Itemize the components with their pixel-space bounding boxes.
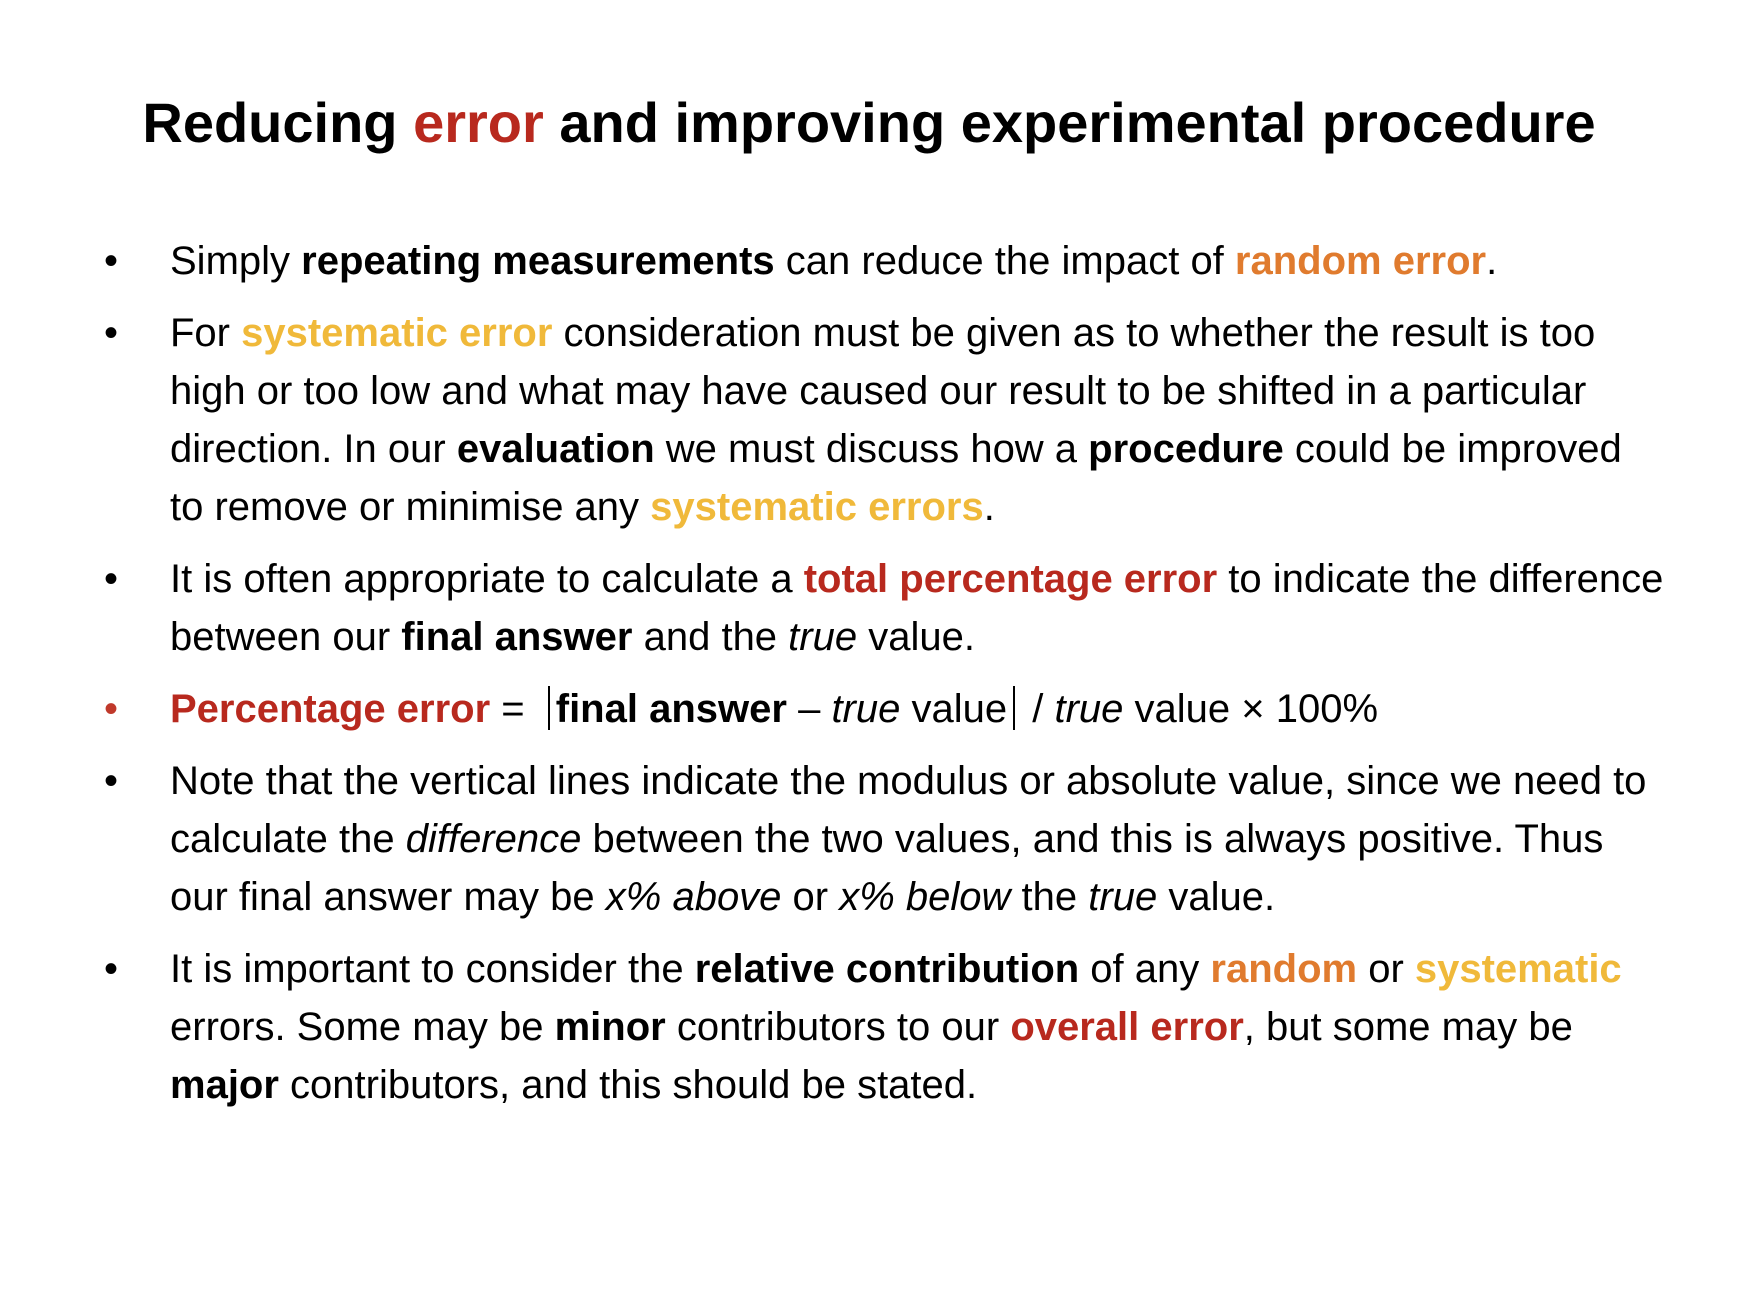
highlight-total-percentage-error: total percentage error [803,557,1218,601]
formula-true: true [1054,687,1124,731]
bullet-text: . [983,485,995,529]
absolute-value-bar-icon [548,686,550,730]
bullet-text: of any [1079,947,1211,991]
bold-term: minor [554,1005,666,1049]
bullet-text: It is important to consider the [170,947,695,991]
bullet-dot-icon: • [104,759,119,803]
formula-true: true [831,687,901,731]
bullet-text: or [781,875,840,919]
italic-term: difference [405,817,582,861]
bullet-text: errors. Some may be [170,1005,555,1049]
bullet-repeating-measurements [104,232,1664,290]
bullet-percentage-error-formula [104,680,1664,738]
formula-equals: = [490,687,536,731]
bullet-dot-icon: • [104,947,119,991]
bullet-modulus-note [104,752,1664,926]
bullet-text: contributors to our [665,1005,1011,1049]
bullet-dot-icon: • [104,239,119,283]
bullet-text: Simply [170,239,302,283]
bullet-text: or [1357,947,1415,991]
bullet-text: For [170,311,242,355]
highlight-systematic-error: systematic error [241,311,553,355]
bullet-text: the [1010,875,1089,919]
formula-value-times-100: value × 100% [1123,687,1379,731]
highlight-systematic-errors: systematic errors [650,485,984,529]
bullet-text: value. [1157,875,1276,919]
title-highlight-error: error [413,91,544,154]
formula-label: Percentage error [170,687,491,731]
bullet-text: could be improved to remove or minimise any [170,427,1622,529]
slide-title [0,88,1738,158]
formula-minus: – [786,687,832,731]
italic-term: true [1088,875,1158,919]
bullet-text: can reduce the impact of [774,239,1235,283]
bullet-text: we must discuss how a [654,427,1089,471]
bold-term: final answer [401,615,633,659]
formula-divide: / [1021,687,1055,731]
bullet-relative-contribution [104,940,1664,1114]
italic-term: x% above [605,875,782,919]
highlight-random-error: random error [1234,239,1487,283]
bold-term: procedure [1088,427,1284,471]
bullet-dot-icon: • [104,311,119,355]
bullet-text: , but some may be [1243,1005,1573,1049]
bold-term: evaluation [456,427,655,471]
bullet-text: to indicate the difference between our [170,557,1664,659]
bullet-text: contributors, and this should be stated. [278,1063,978,1107]
bold-term: relative contribution [694,947,1080,991]
highlight-random: random [1210,947,1358,991]
bullet-systematic-error [104,304,1664,536]
bullet-list [104,232,1664,1128]
italic-term: x% below [839,875,1011,919]
highlight-systematic: systematic [1414,947,1622,991]
formula-value: value [900,687,1008,731]
bullet-text: value. [857,615,975,659]
bullet-text: and the [632,615,789,659]
absolute-value-bar-icon [1013,686,1015,730]
formula-final-answer: final answer [555,687,787,731]
bullet-total-percentage-error [104,550,1664,666]
bullet-text: . [1486,239,1498,283]
title-text-start: Reducing [142,91,414,154]
bold-term: repeating measurements [301,239,775,283]
bullet-text: It is often appropriate to calculate a [170,557,804,601]
bullet-text: Note that the vertical lines indicate the modulus or absolute value, since we need to calculate the [170,759,1647,861]
bullet-text: consideration must be given as to whether the result is too high or too low and what may have caused our result to be shifted in a particular direction. In our [170,311,1596,471]
highlight-overall-error: overall error [1010,1005,1244,1049]
bullet-dot-icon: • [104,687,119,731]
bullet-text: between the two values, and this is always positive. Thus our final answer may be [170,817,1604,919]
title-text-end: and improving experimental procedure [543,91,1596,154]
bullet-dot-icon: • [104,557,119,601]
bold-term: major [170,1063,279,1107]
italic-term: true [788,615,858,659]
